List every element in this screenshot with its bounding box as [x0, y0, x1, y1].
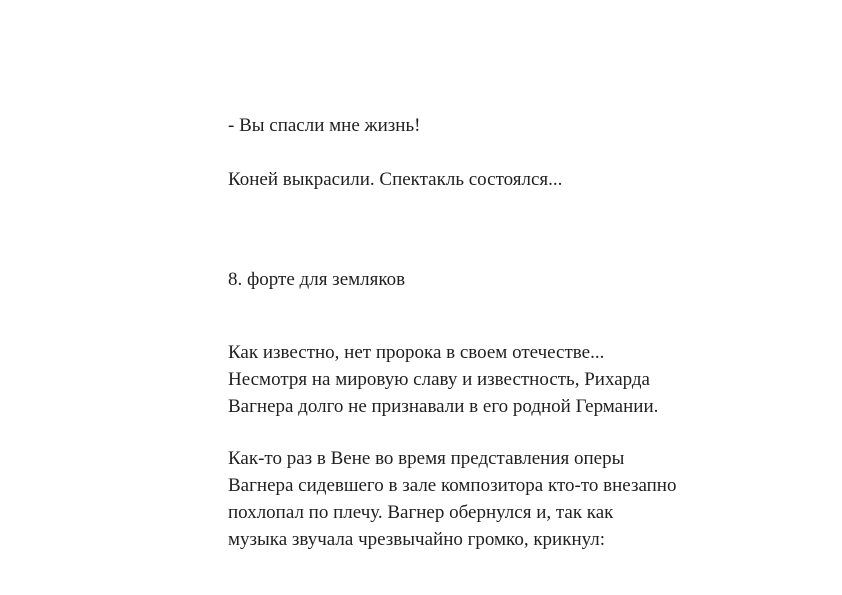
section-heading: 8. форте для земляков	[228, 269, 406, 290]
dialogue-line: - Вы спасли мне жизнь!	[228, 115, 421, 136]
paragraph-2-line-1: Как-то раз в Вене во время представления оперы	[228, 448, 625, 469]
paragraph-2-line-2: Вагнера сидевшего в зале композитора кто-то внезапно	[228, 475, 677, 496]
paragraph-1-line-1: Как известно, нет пророка в своем отечестве...	[228, 342, 605, 363]
closing-line: Коней выкрасили. Спектакль состоялся...	[228, 169, 563, 190]
paragraph-2-line-3: похлопал по плечу. Вагнер обернулся и, так как	[228, 502, 614, 523]
paragraph-1-line-2: Несмотря на мировую славу и известность, Рихарда	[228, 369, 650, 390]
paragraph-2-line-4: музыка звучала чрезвычайно громко, крикнул:	[228, 529, 606, 550]
paragraph-1-line-3: Вагнера долго не признавали в его родной Германии.	[228, 396, 659, 417]
